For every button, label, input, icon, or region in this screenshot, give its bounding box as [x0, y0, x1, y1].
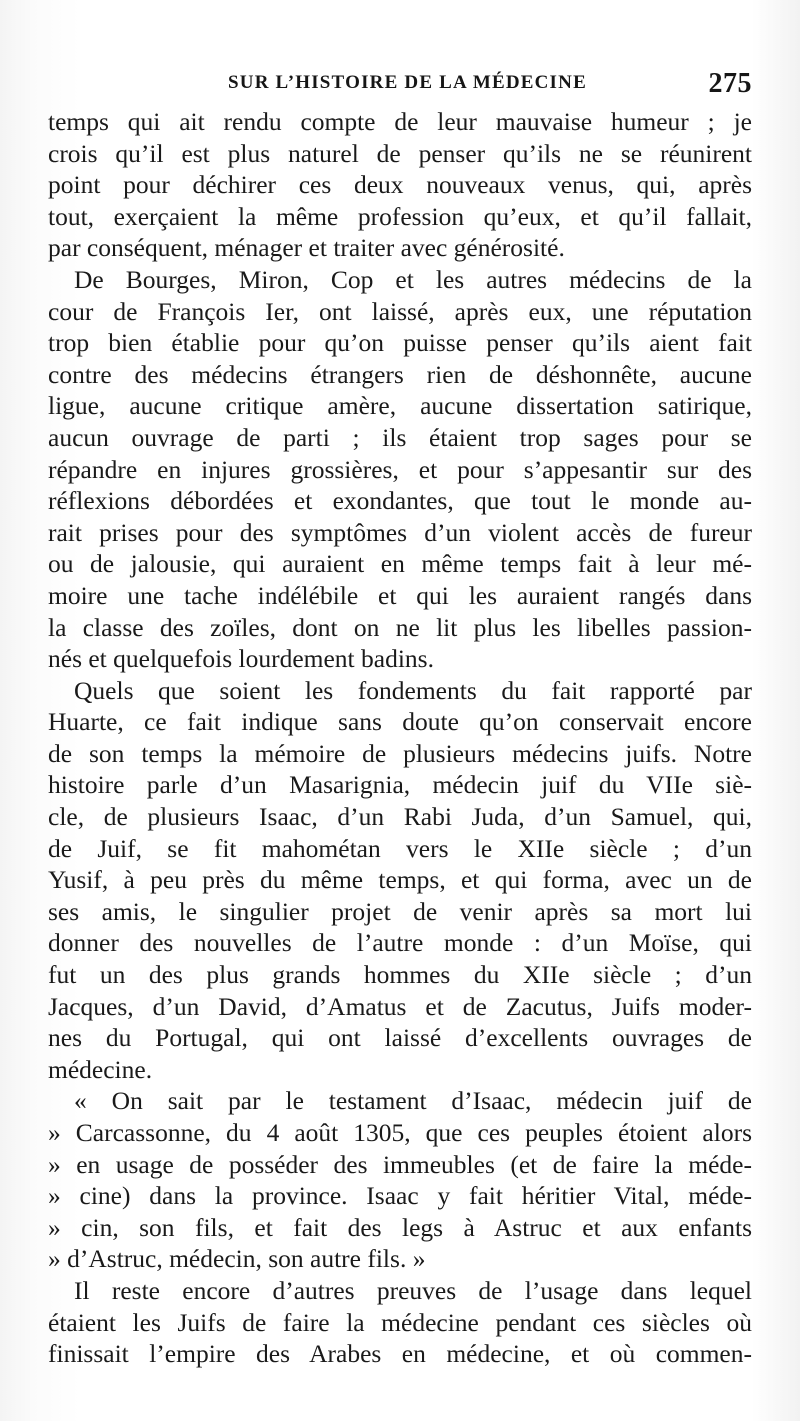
text-line: Yusif, à peu près du même temps, et qui forma, avec un de	[48, 865, 752, 895]
text-line: nes du Portugal, qui ont laissé d’excellents ouvrages de	[48, 1023, 752, 1053]
text-line: nés et quelquefois lourdement badins.	[48, 644, 434, 674]
text-line: Quels que soient les fondements du fait rapporté par	[74, 675, 752, 705]
text-line: médecine.	[48, 1054, 153, 1084]
text-line: Jacques, d’un David, d’Amatus et de Zacutus, Juifs moder-	[48, 991, 752, 1021]
text-line: temps qui ait rendu compte de leur mauvaise humeur ; je	[48, 107, 752, 136]
text-line: » d’Astruc, médecin, son autre fils. »	[48, 1244, 426, 1274]
body-text	[48, 106, 752, 1370]
text-line: histoire parle d’un Masarignia, médecin juif du VIIe siè-	[48, 770, 752, 800]
text-line: fut un des plus grands hommes du XIIe siècle ; d’un	[48, 960, 752, 990]
text-line: cle, de plusieurs Isaac, d’un Rabi Juda, d’un Samuel, qui,	[48, 802, 752, 832]
text-line: par conséquent, ménager et traiter avec générosité.	[48, 233, 565, 263]
text-line: » Carcassonne, du 4 août 1305, que ces peuples étoient alors	[48, 1118, 752, 1147]
text-line: crois qu’il est plus naturel de penser qu’ils ne se réunirent	[48, 138, 752, 168]
text-line: de Juif, se fit mahométan vers le XIIe siècle ; d’un	[48, 833, 752, 863]
text-line: de son temps la mémoire de plusieurs médecins juifs. Notre	[48, 738, 752, 768]
text-line: étaient les Juifs de faire la médecine pendant ces siècles où	[48, 1307, 752, 1337]
text-line: cour de François Ier, ont laissé, après eux, une réputation	[48, 296, 752, 326]
text-line: De Bourges, Miron, Cop et les autres médecins de la	[74, 264, 752, 294]
text-line: tout, exerçaient la même profession qu’eux, et qu’il fallait,	[48, 201, 752, 231]
text-line: la classe des zoïles, dont on ne lit plus les libelles passion-	[48, 612, 752, 642]
text-line: « On sait par le testament d’Isaac, médecin juif de	[74, 1086, 752, 1116]
text-line: ligue, aucune critique amère, aucune dissertation satirique,	[48, 391, 752, 421]
running-title: SUR L’HISTOIRE DE LA MÉDECINE	[228, 72, 587, 93]
page-number: 275	[708, 68, 752, 99]
text-line: ou de jalousie, qui auraient en même temps fait à leur mé-	[48, 549, 752, 579]
text-line: ses amis, le singulier projet de venir après sa mort lui	[48, 896, 752, 926]
text-line: aucun ouvrage de parti ; ils étaient trop sages pour se	[48, 422, 752, 452]
text-line: Il reste encore d’autres preuves de l’usage dans lequel	[74, 1275, 752, 1305]
text-line: donner des nouvelles de l’autre monde : d’un Moïse, qui	[48, 928, 752, 958]
text-line: point pour déchirer ces deux nouveaux venus, qui, après	[48, 170, 752, 200]
text-line: répandre en injures grossières, et pour s’appesantir sur des	[48, 454, 752, 484]
text-line: » cine) dans la province. Isaac y fait héritier Vital, méde-	[48, 1181, 752, 1211]
text-line: rait prises pour des symptômes d’un violent accès de fureur	[48, 517, 752, 547]
text-line: moire une tache indélébile et qui les auraient rangés dans	[48, 580, 752, 610]
text-line: réflexions débordées et exondantes, que tout le monde au-	[48, 486, 752, 516]
text-line: contre des médecins étrangers rien de déshonnête, aucune	[48, 359, 752, 389]
running-head	[48, 62, 752, 102]
text-line: » cin, son fils, et fait des legs à Astruc et aux enfants	[48, 1212, 752, 1242]
text-line: trop bien établie pour qu’on puisse penser qu’ils aient fait	[48, 328, 752, 358]
text-line: Huarte, ce fait indique sans doute qu’on conservait encore	[48, 707, 752, 737]
text-line: finissait l’empire des Arabes en médecine, et où commen-	[48, 1339, 752, 1369]
text-line: » en usage de posséder des immeubles (et de faire la méde-	[48, 1149, 752, 1179]
